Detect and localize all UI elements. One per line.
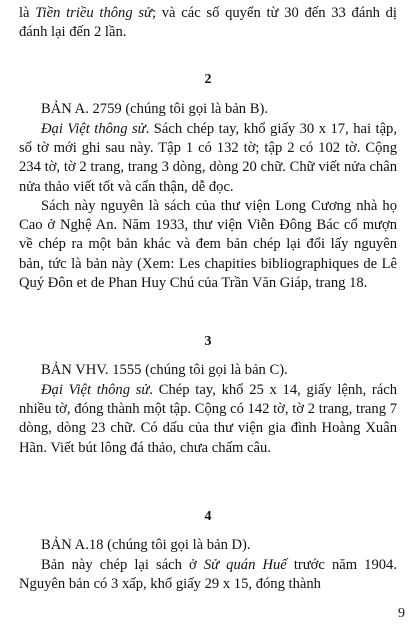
section-4-text: trước năm 1904. Nguyên bản có 3 xấp, khổ giấy 29 x 15, đóng thành: [19, 557, 397, 593]
section-4-label: BẢN A.18 (chúng tôi gọi là bản D).: [41, 537, 251, 553]
section-4-text-pre: Bản này chép lại sách ở: [41, 557, 204, 573]
section-3-text: . Chép tay, khổ 25 x 14, giấy lệnh, rách nhiều tờ, đóng thành một tập. Cộng có 142 tờ, tờ 2 trang, trang 7 dòng, dòng 23 chữ. Có dấu của thư viện gia đình Hoàng Xuân Hãn. Viết bút lông đá thảo, chưa chấm câu.: [19, 382, 397, 456]
page-number: 9: [398, 606, 405, 621]
section-3-description: [19, 381, 397, 458]
section-number-2: 2: [204, 72, 212, 87]
intro-paragraph: [19, 4, 397, 42]
section-2-description: [19, 120, 397, 197]
section-2-text: . Sách chép tay, khổ giấy 30 x 17, hai tập, số tờ mới ghi sau này. Tập 1 có 132 tờ; tập 2 có 102 tờ. Cộng 234 tờ, tờ 2 trang, trang 3 dòng, dòng 20 chữ. Chữ viết nửa chân nửa thảo viết tốt và cẩn thận, dễ đọc.: [19, 121, 397, 195]
section-2-provenance: Sách này nguyên là sách của thư viện Long Cương nhà họ Cao ở Nghệ An. Năm 1933, thư viện Viễn Đông Bác cổ mượn về chép ra một bản khác và đem bản chép lại đổi lấy nguyên bản, tức là bản này (Xem: Les chapities bibliographiques de Lê Quý Đôn et de Phan Huy Chú của Trần Văn Giáp, trang 18.: [19, 198, 397, 291]
section-3-label: BẢN VHV. 1555 (chúng tôi gọi là bản C).: [41, 362, 288, 378]
section-number-3: 3: [204, 334, 212, 349]
intro-text-post: ; và các số quyển từ 30 đến 33 đánh dị đánh lại đến 2 lần.: [19, 5, 397, 41]
section-4-description: [19, 556, 397, 594]
section-2-label: BẢN A. 2759 (chúng tôi gọi là bản B).: [41, 101, 268, 117]
intro-text-pre: là: [19, 5, 36, 21]
section-3-book-title: Đại Việt thông sử: [41, 382, 150, 398]
section-number-4: 4: [204, 509, 212, 524]
intro-book-title: Tiền triều thông sử: [35, 5, 152, 21]
section-4-place-title: Sử quán Huế: [203, 557, 287, 573]
section-2-book-title: Đại Việt thông sử: [41, 121, 146, 137]
